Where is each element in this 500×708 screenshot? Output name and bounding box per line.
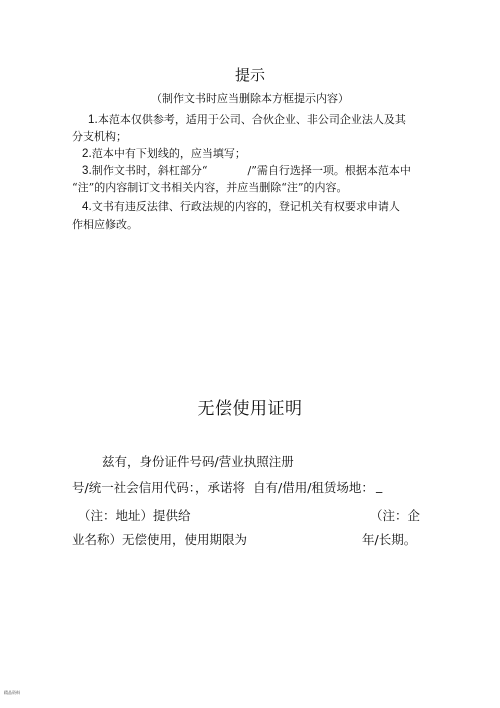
notice-item-3-number: 3 [82, 165, 89, 177]
notice-title: 提示 [234, 66, 265, 84]
certificate-title: 无偿使用证明 [197, 399, 303, 419]
notice-item-3-text-a: .制作文书时，斜杠部分“ [88, 164, 208, 177]
certificate-line-3-b: （注：企 [370, 508, 421, 523]
certificate-line-1: 兹有，身份证件号码/营业执照注册 [102, 454, 294, 469]
notice-item-1-continued: 分支机构； [72, 130, 127, 143]
notice-item-2 [82, 145, 246, 161]
notice-item-1-number: 1 [88, 114, 95, 126]
notice-item-3-continued: “注”的内容制订文书相关内容，并应当删除“注”的内容。 [72, 181, 348, 194]
notice-item-3 [82, 162, 411, 178]
notice-item-3-text-b: /”需自行选择一项。根据本范本中 [247, 164, 411, 177]
certificate-line-2-a: 号/统一社会信用代码：，承诺将 [72, 480, 245, 495]
certificate-line-4-a: 业名称）无偿使用，使用期限为 [72, 532, 248, 547]
notice-item-4-text: .文书有违反法律、行政法规的内容的，登记机关有权要求申请人 [88, 200, 400, 213]
certificate-line-3-a: （注：地址）提供给 [78, 508, 191, 523]
notice-item-4-number: 4 [82, 201, 89, 213]
notice-item-4 [82, 198, 400, 214]
notice-item-2-number: 2 [82, 148, 89, 160]
footer-tag: 精品资料 [4, 690, 20, 695]
notice-item-4-continued: 作相应修改。 [72, 218, 138, 231]
certificate-line-2-b: 自有/借用/租赁场地： [253, 480, 374, 495]
notice-item-2-text: .范本中有下划线的，应当填写； [88, 147, 246, 160]
certificate-line-4-b: 年/长期。 [362, 532, 417, 547]
notice-item-1-text: .本范本仅供参考，适用于公司、合伙企业、非公司企业法人及其 [94, 113, 406, 126]
notice-item-1 [88, 111, 406, 127]
notice-subtitle: （制作文书时应当删除本方框提示内容） [151, 92, 349, 105]
certificate-line-2-blank: _ [376, 478, 383, 493]
